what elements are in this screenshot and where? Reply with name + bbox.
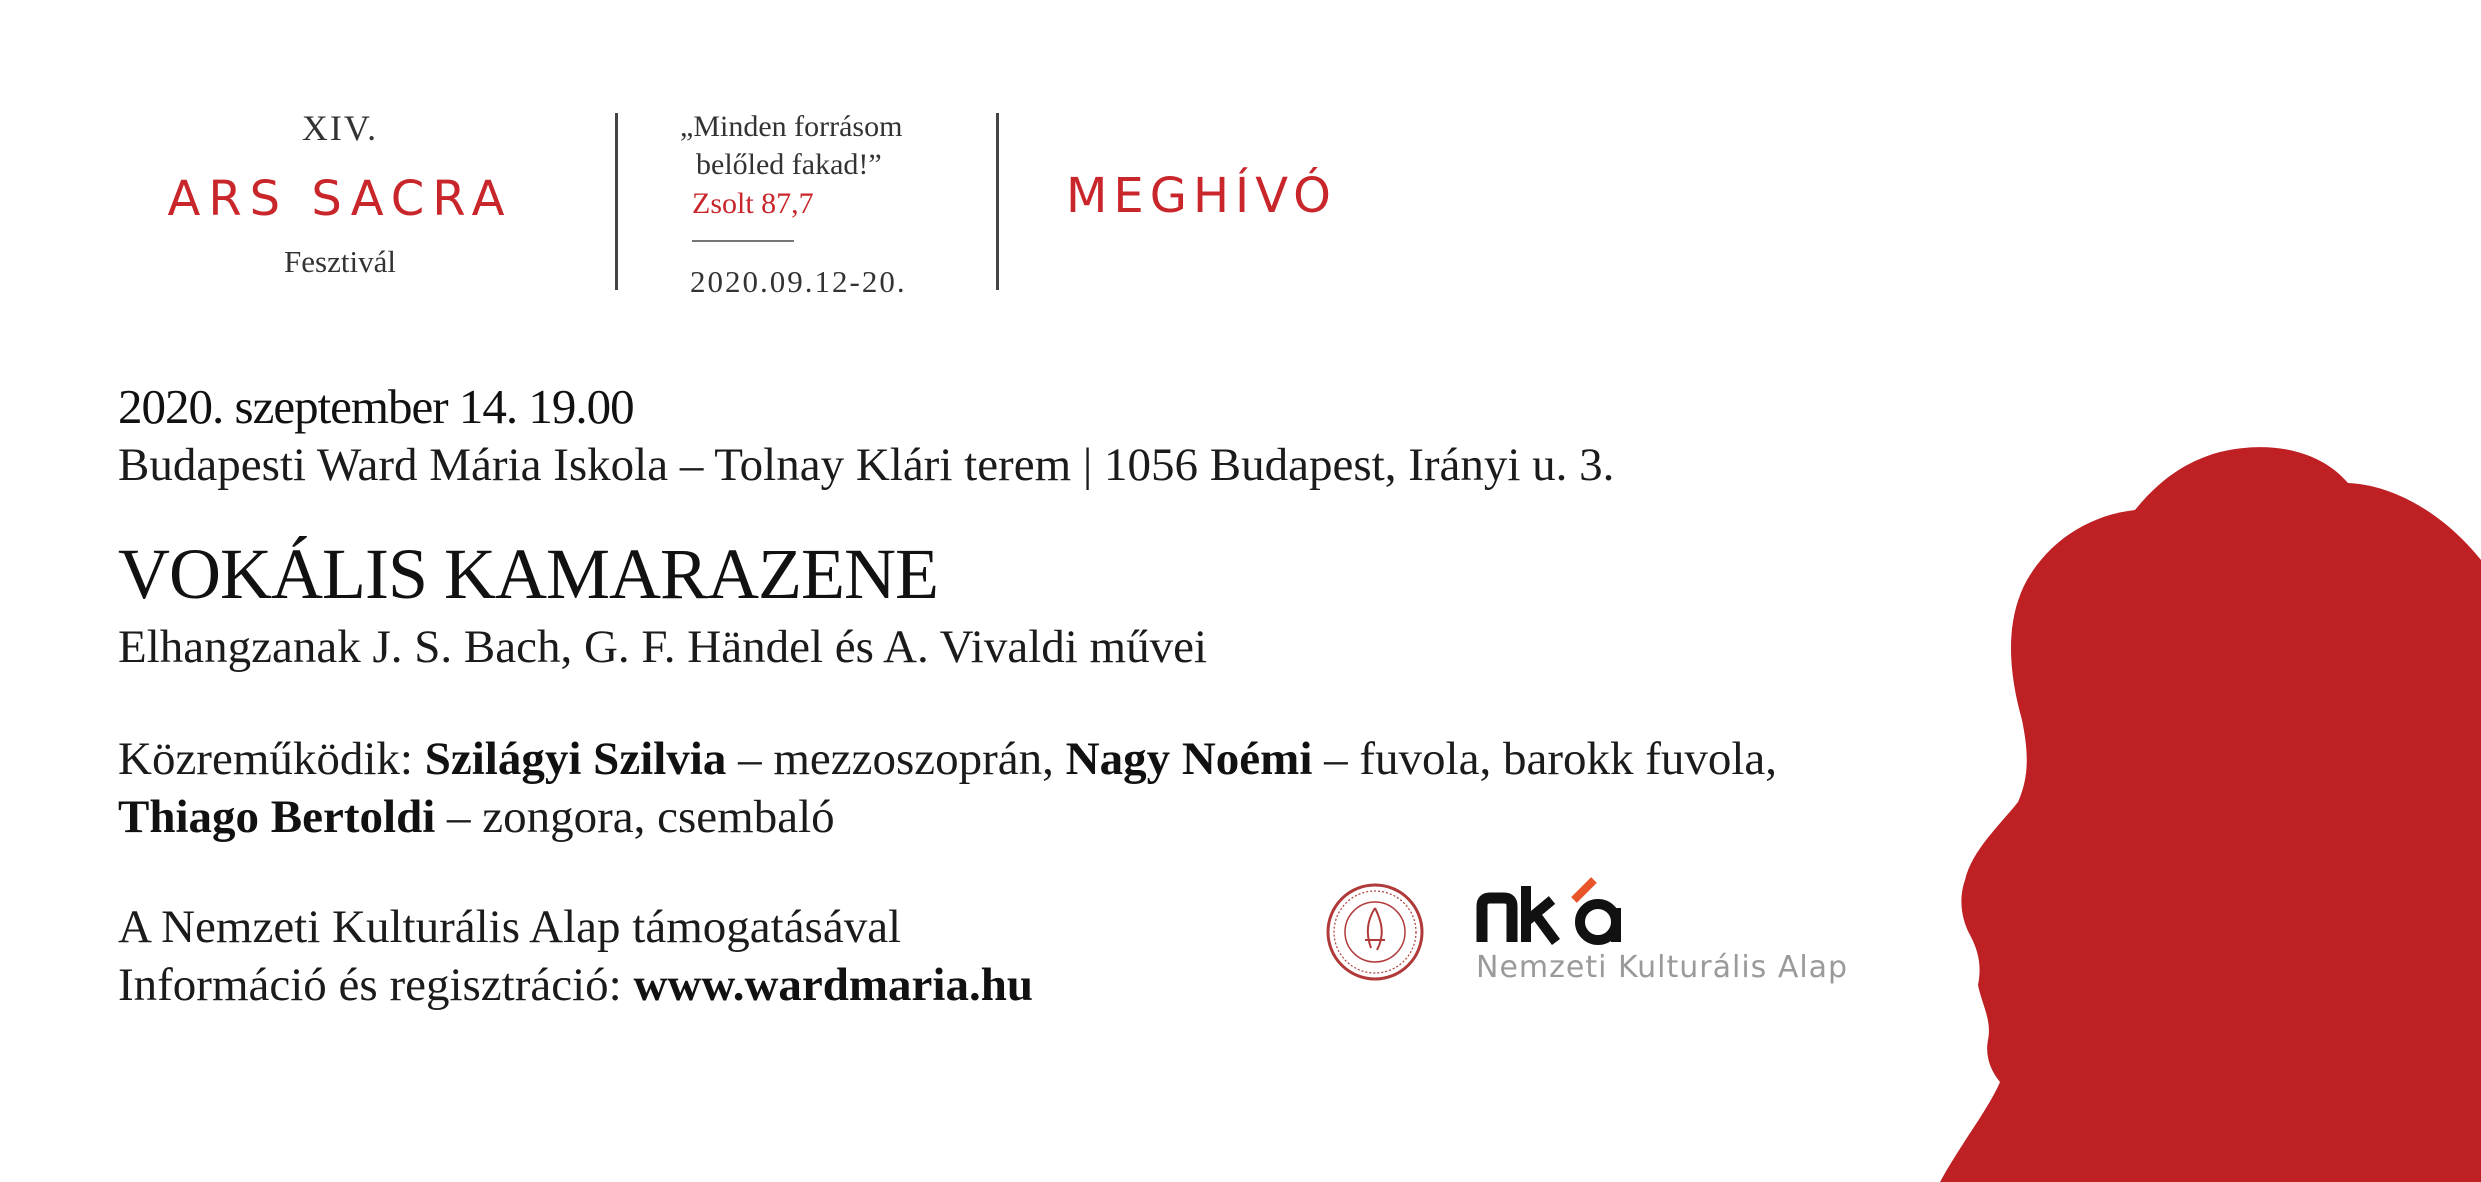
event-datetime: 2020. szeptember 14. 19.00 — [118, 379, 634, 434]
event-venue: Budapesti Ward Mária Iskola – Tolnay Klári terem | 1056 Budapest, Irányi u. 3. — [118, 439, 1615, 491]
festival-edition: XIV. — [301, 108, 379, 148]
festival-subtitle: Fesztivál — [284, 244, 396, 279]
motto-block — [680, 108, 980, 302]
performer-name: Thiago Bertoldi — [118, 791, 436, 843]
festival-logo — [120, 108, 560, 280]
performers-line-1 — [118, 730, 1918, 788]
woman-silhouette-icon — [1900, 430, 2481, 1182]
header-divider — [615, 113, 618, 290]
motto-reference: Zsolt 87,7 — [692, 187, 814, 220]
festival-name: ARS SACRA — [167, 171, 513, 227]
festival-dates: 2020.09.12-20. — [690, 264, 907, 299]
motto-rule — [692, 240, 794, 242]
nka-logo — [1476, 872, 1646, 952]
performers-intro: Közreműködik: — [118, 733, 425, 785]
school-seal-icon — [1325, 882, 1425, 982]
performer-role: – zongora, csembaló — [435, 791, 835, 843]
info-label: Információ és regisztráció: — [118, 959, 634, 1011]
performer-role: – mezzoszoprán, — [726, 733, 1066, 785]
event-details — [118, 378, 1918, 1014]
event-works: Elhangzanak J. S. Bach, G. F. Händel és A. Vivaldi művei — [118, 621, 1208, 673]
event-title: VOKÁLIS KAMARAZENE — [118, 534, 938, 614]
performers-line-2 — [118, 788, 1918, 846]
performer-role: – fuvola, barokk fuvola, — [1312, 733, 1778, 785]
header-divider — [996, 113, 999, 290]
performer-name: Szilágyi Szilvia — [424, 733, 727, 785]
nka-fullname: Nemzeti Kulturális Alap — [1476, 950, 1849, 985]
invitation-label: MEGHÍVÓ — [1066, 168, 1337, 224]
motto-line-2: belőled fakad!” — [696, 148, 882, 181]
performer-name: Nagy Noémi — [1065, 733, 1313, 785]
motto-line-1: „Minden forrásom — [680, 110, 903, 143]
website-link[interactable]: www.wardmaria.hu — [633, 959, 1033, 1011]
support-text: A Nemzeti Kulturális Alap támogatásával — [118, 901, 902, 953]
